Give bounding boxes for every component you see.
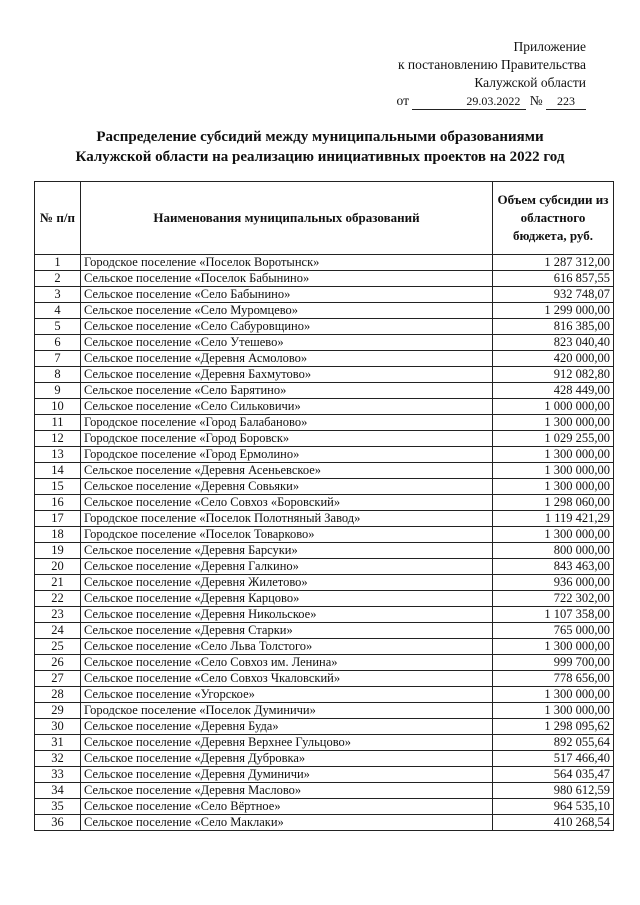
- row-amount: 823 040,40: [493, 335, 614, 351]
- appendix-label: Приложение: [513, 39, 586, 54]
- row-municipality: Сельское поселение «Деревня Думиничи»: [81, 767, 493, 783]
- row-amount: 800 000,00: [493, 543, 614, 559]
- table-row: [35, 655, 614, 671]
- row-number: 15: [35, 479, 81, 495]
- table-row: [35, 335, 614, 351]
- table-row: [35, 575, 614, 591]
- row-number: 11: [35, 415, 81, 431]
- row-amount: 1 298 060,00: [493, 495, 614, 511]
- row-municipality: Сельское поселение «Деревня Никольское»: [81, 607, 493, 623]
- row-amount: 1 300 000,00: [493, 703, 614, 719]
- table-row: [35, 591, 614, 607]
- row-number: 31: [35, 735, 81, 751]
- row-number: 10: [35, 399, 81, 415]
- row-amount: 1 300 000,00: [493, 527, 614, 543]
- row-amount: 816 385,00: [493, 319, 614, 335]
- decree-reference: к постановлению Правительства: [397, 57, 586, 72]
- row-number: 35: [35, 799, 81, 815]
- row-amount: 1 300 000,00: [493, 447, 614, 463]
- row-municipality: Сельское поселение «Село Сильковичи»: [81, 399, 493, 415]
- row-municipality: Сельское поселение «Село Льва Толстого»: [81, 639, 493, 655]
- decree-number: 223: [546, 94, 586, 110]
- row-number: 26: [35, 655, 81, 671]
- region-name: Калужской области: [474, 75, 586, 90]
- row-amount: 616 857,55: [493, 271, 614, 287]
- row-municipality: Городское поселение «Город Боровск»: [81, 431, 493, 447]
- row-number: 16: [35, 495, 81, 511]
- row-number: 19: [35, 543, 81, 559]
- row-amount: 932 748,07: [493, 287, 614, 303]
- number-sign: №: [529, 93, 543, 108]
- row-amount: 892 055,64: [493, 735, 614, 751]
- row-number: 9: [35, 383, 81, 399]
- table-row: [35, 463, 614, 479]
- row-municipality: Сельское поселение «Деревня Маслово»: [81, 783, 493, 799]
- row-amount: 517 466,40: [493, 751, 614, 767]
- row-amount: 912 082,80: [493, 367, 614, 383]
- header-number: № п/п: [35, 182, 81, 255]
- row-municipality: Сельское поселение «Село Утешево»: [81, 335, 493, 351]
- row-municipality: Городское поселение «Город Балабаново»: [81, 415, 493, 431]
- row-amount: 722 302,00: [493, 591, 614, 607]
- table-row: [35, 607, 614, 623]
- row-number: 5: [35, 319, 81, 335]
- row-number: 4: [35, 303, 81, 319]
- table-row: [35, 447, 614, 463]
- row-municipality: Сельское поселение «Село Бабынино»: [81, 287, 493, 303]
- row-amount: 428 449,00: [493, 383, 614, 399]
- row-municipality: Сельское поселение «Село Совхоз им. Ленина»: [81, 655, 493, 671]
- table-row: [35, 287, 614, 303]
- table-body: [35, 255, 614, 831]
- row-amount: 936 000,00: [493, 575, 614, 591]
- row-municipality: Сельское поселение «Село Маклаки»: [81, 815, 493, 831]
- row-municipality: Сельское поселение «Деревня Асеньевское»: [81, 463, 493, 479]
- row-number: 2: [35, 271, 81, 287]
- row-amount: 1 029 255,00: [493, 431, 614, 447]
- table-row: [35, 479, 614, 495]
- table-row: [35, 415, 614, 431]
- row-number: 3: [35, 287, 81, 303]
- title-line-2: Калужской области на реализацию инициативных проектов на 2022 год: [75, 149, 565, 165]
- row-amount: 1 299 000,00: [493, 303, 614, 319]
- row-amount: 420 000,00: [493, 351, 614, 367]
- row-amount: 964 535,10: [493, 799, 614, 815]
- row-number: 30: [35, 719, 81, 735]
- row-number: 28: [35, 687, 81, 703]
- table-row: [35, 671, 614, 687]
- row-amount: 1 300 000,00: [493, 479, 614, 495]
- row-number: 12: [35, 431, 81, 447]
- row-number: 29: [35, 703, 81, 719]
- row-number: 25: [35, 639, 81, 655]
- table-row: [35, 303, 614, 319]
- row-amount: 1 300 000,00: [493, 687, 614, 703]
- row-amount: 1 107 358,00: [493, 607, 614, 623]
- appendix-header: [326, 38, 586, 110]
- table-row: [35, 255, 614, 271]
- table-row: [35, 271, 614, 287]
- table-row: [35, 383, 614, 399]
- table-row: [35, 351, 614, 367]
- table-header-row: [35, 182, 614, 255]
- table-row: [35, 431, 614, 447]
- row-amount: 1 298 095,62: [493, 719, 614, 735]
- row-number: 24: [35, 623, 81, 639]
- row-number: 23: [35, 607, 81, 623]
- table-row: [35, 495, 614, 511]
- document-title: [0, 127, 640, 167]
- row-municipality: Сельское поселение «Деревня Галкино»: [81, 559, 493, 575]
- row-municipality: Городское поселение «Город Ермолино»: [81, 447, 493, 463]
- row-amount: 765 000,00: [493, 623, 614, 639]
- row-number: 8: [35, 367, 81, 383]
- row-amount: 980 612,59: [493, 783, 614, 799]
- row-municipality: Городское поселение «Поселок Думиничи»: [81, 703, 493, 719]
- table-row: [35, 719, 614, 735]
- row-amount: 1 000 000,00: [493, 399, 614, 415]
- row-amount: 843 463,00: [493, 559, 614, 575]
- title-line-1: Распределение субсидий между муниципальными образованиями: [96, 129, 544, 145]
- row-number: 20: [35, 559, 81, 575]
- row-municipality: Сельское поселение «Деревня Старки»: [81, 623, 493, 639]
- table-row: [35, 767, 614, 783]
- row-municipality: Сельское поселение «Деревня Верхнее Гульцово»: [81, 735, 493, 751]
- decree-date-number: [326, 92, 586, 110]
- table-row: [35, 735, 614, 751]
- row-municipality: Сельское поселение «Деревня Барсуки»: [81, 543, 493, 559]
- subsidy-table: [34, 181, 614, 831]
- table-row: [35, 527, 614, 543]
- row-number: 6: [35, 335, 81, 351]
- row-amount: 999 700,00: [493, 655, 614, 671]
- row-municipality: Сельское поселение «Деревня Бахмутово»: [81, 367, 493, 383]
- table-row: [35, 319, 614, 335]
- row-municipality: Сельское поселение «Село Вёртное»: [81, 799, 493, 815]
- table-row: [35, 367, 614, 383]
- row-municipality: Сельское поселение «Деревня Карцово»: [81, 591, 493, 607]
- row-number: 18: [35, 527, 81, 543]
- row-municipality: Сельское поселение «Деревня Асмолово»: [81, 351, 493, 367]
- row-number: 33: [35, 767, 81, 783]
- header-amount: Объем субсидии из областного бюджета, руб.: [493, 182, 614, 255]
- table-row: [35, 687, 614, 703]
- row-municipality: Сельское поселение «Село Совхоз Чкаловский»: [81, 671, 493, 687]
- table-row: [35, 399, 614, 415]
- table-row: [35, 623, 614, 639]
- row-municipality: Сельское поселение «Поселок Бабынино»: [81, 271, 493, 287]
- header-municipality: Наименования муниципальных образований: [81, 182, 493, 255]
- from-label: от: [396, 93, 409, 108]
- row-municipality: Сельское поселение «Угорское»: [81, 687, 493, 703]
- row-amount: 1 300 000,00: [493, 639, 614, 655]
- row-number: 13: [35, 447, 81, 463]
- table-row: [35, 799, 614, 815]
- row-amount: 1 300 000,00: [493, 463, 614, 479]
- row-municipality: Сельское поселение «Деревня Совьяки»: [81, 479, 493, 495]
- row-municipality: Сельское поселение «Деревня Буда»: [81, 719, 493, 735]
- table-row: [35, 639, 614, 655]
- row-number: 17: [35, 511, 81, 527]
- row-number: 27: [35, 671, 81, 687]
- row-number: 7: [35, 351, 81, 367]
- row-amount: 1 300 000,00: [493, 415, 614, 431]
- row-number: 36: [35, 815, 81, 831]
- table-row: [35, 783, 614, 799]
- row-number: 34: [35, 783, 81, 799]
- table-row: [35, 511, 614, 527]
- row-municipality: Сельское поселение «Село Сабуровщино»: [81, 319, 493, 335]
- table-row: [35, 543, 614, 559]
- table-row: [35, 815, 614, 831]
- row-amount: 1 119 421,29: [493, 511, 614, 527]
- row-municipality: Городское поселение «Поселок Воротынск»: [81, 255, 493, 271]
- row-municipality: Городское поселение «Поселок Товарково»: [81, 527, 493, 543]
- row-number: 22: [35, 591, 81, 607]
- row-number: 1: [35, 255, 81, 271]
- row-number: 32: [35, 751, 81, 767]
- row-municipality: Сельское поселение «Село Барятино»: [81, 383, 493, 399]
- table-row: [35, 559, 614, 575]
- row-municipality: Сельское поселение «Село Муромцево»: [81, 303, 493, 319]
- row-municipality: Сельское поселение «Деревня Дубровка»: [81, 751, 493, 767]
- row-amount: 1 287 312,00: [493, 255, 614, 271]
- row-municipality: Городское поселение «Поселок Полотняный Завод»: [81, 511, 493, 527]
- table-row: [35, 703, 614, 719]
- decree-date: 29.03.2022: [412, 94, 526, 110]
- table-row: [35, 751, 614, 767]
- row-amount: 410 268,54: [493, 815, 614, 831]
- row-amount: 564 035,47: [493, 767, 614, 783]
- row-number: 14: [35, 463, 81, 479]
- row-municipality: Сельское поселение «Деревня Жилетово»: [81, 575, 493, 591]
- row-number: 21: [35, 575, 81, 591]
- row-amount: 778 656,00: [493, 671, 614, 687]
- row-municipality: Сельское поселение «Село Совхоз «Боровский»: [81, 495, 493, 511]
